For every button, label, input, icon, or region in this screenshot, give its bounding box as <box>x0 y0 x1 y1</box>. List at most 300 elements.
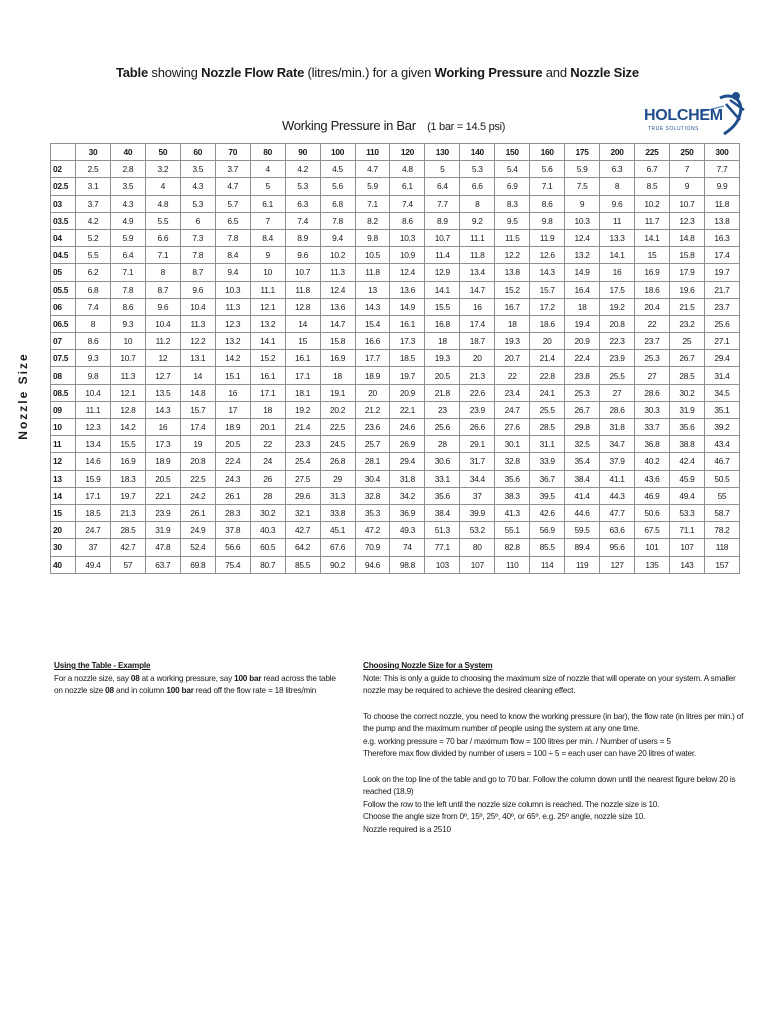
flow-rate-cell: 16 <box>215 384 250 401</box>
flow-rate-cell: 16.1 <box>285 350 320 367</box>
example-text: 08 <box>105 686 114 695</box>
flow-rate-cell: 29.4 <box>704 350 739 367</box>
flow-rate-cell: 4 <box>145 178 180 195</box>
flow-rate-cell: 28.6 <box>600 401 635 418</box>
flow-rate-cell: 30.3 <box>635 401 670 418</box>
example-text: read off the flow rate = 18 litres/min <box>193 686 317 695</box>
flow-rate-cell: 9.5 <box>495 212 530 229</box>
flow-rate-cell: 5.9 <box>565 161 600 178</box>
flow-rate-cell: 24.3 <box>215 470 250 487</box>
system-note-line: Therefore max flow divided by number of users = 100 ÷ 5 = each user can have 20 litres of water. <box>363 749 696 758</box>
flow-rate-cell: 16.1 <box>390 315 425 332</box>
flow-rate-cell: 7.4 <box>390 195 425 212</box>
system-heading: Choosing Nozzle Size for a System <box>363 661 493 670</box>
flow-rate-cell: 27.1 <box>704 333 739 350</box>
flow-rate-cell: 18.9 <box>215 419 250 436</box>
flow-rate-cell: 11.7 <box>635 212 670 229</box>
flow-rate-cell: 14.2 <box>215 350 250 367</box>
flow-rate-cell: 28.6 <box>635 384 670 401</box>
title-text: Working Pressure <box>434 65 543 80</box>
flow-rate-cell: 5.3 <box>180 195 215 212</box>
flow-rate-cell: 25.6 <box>425 419 460 436</box>
title-text: Table <box>116 65 148 80</box>
flow-rate-cell: 15 <box>285 333 320 350</box>
flow-rate-cell: 14.7 <box>320 315 355 332</box>
logo-tagline: TRUE SOLUTIONS <box>648 126 699 132</box>
flow-rate-cell: 13.4 <box>460 264 495 281</box>
flow-rate-cell: 36.8 <box>635 436 670 453</box>
example-text: on nozzle size <box>54 686 106 695</box>
system-note-line: nozzle may be required to achieve the desired cleaning effect. <box>363 686 576 695</box>
flow-rate-cell: 5.9 <box>355 178 390 195</box>
table-row <box>51 264 740 281</box>
system-note-line: the pump and the maximum number of people using the system at any one time. <box>363 724 640 733</box>
flow-rate-cell: 26.9 <box>390 436 425 453</box>
flow-rate-cell: 50.5 <box>704 470 739 487</box>
flow-rate-cell: 12.7 <box>145 367 180 384</box>
pressure-column-header: 40 <box>110 144 145 161</box>
flow-rate-cell: 7.1 <box>145 247 180 264</box>
flow-rate-cell: 6.1 <box>390 178 425 195</box>
flow-rate-cell: 7.8 <box>320 212 355 229</box>
flow-rate-cell: 13.6 <box>390 281 425 298</box>
pressure-column-header: 150 <box>495 144 530 161</box>
flow-rate-cell: 14.9 <box>390 298 425 315</box>
example-text: at a working pressure, say <box>139 673 235 683</box>
flow-rate-cell: 45.1 <box>320 522 355 539</box>
flow-rate-cell: 17.4 <box>704 247 739 264</box>
table-row <box>51 195 740 212</box>
flow-rate-cell: 82.8 <box>495 539 530 556</box>
flow-rate-cell: 10.2 <box>320 247 355 264</box>
flow-rate-cell: 52.4 <box>180 539 215 556</box>
flow-rate-cell: 64.2 <box>285 539 320 556</box>
flow-rate-cell: 4 <box>250 161 285 178</box>
flow-rate-cell: 60.5 <box>250 539 285 556</box>
example-line <box>54 685 336 698</box>
flow-rate-cell: 20.8 <box>600 315 635 332</box>
table-row <box>51 229 740 246</box>
flow-rate-cell: 25.6 <box>704 315 739 332</box>
flow-rate-cell: 107 <box>669 539 704 556</box>
flow-rate-cell: 59.5 <box>565 522 600 539</box>
logo-wordmark: HOLCHEM <box>644 107 723 124</box>
flow-rate-cell: 7.8 <box>110 281 145 298</box>
flow-rate-cell: 63.7 <box>145 556 180 573</box>
flow-rate-cell: 35.6 <box>495 470 530 487</box>
flow-rate-cell: 16.9 <box>635 264 670 281</box>
nozzle-size-cell: 20 <box>51 522 76 539</box>
flow-rate-cell: 12.8 <box>110 401 145 418</box>
flow-rate-cell: 31.8 <box>600 419 635 436</box>
flow-rate-cell: 20.9 <box>390 384 425 401</box>
flow-rate-cell: 6 <box>180 212 215 229</box>
table-row <box>51 298 740 315</box>
flow-rate-cell: 28.3 <box>215 504 250 521</box>
flow-rate-cell: 4.7 <box>215 178 250 195</box>
flow-rate-cell: 20.9 <box>565 333 600 350</box>
flow-rate-cell: 9.6 <box>285 247 320 264</box>
flow-rate-cell: 37.9 <box>600 453 635 470</box>
flow-rate-cell: 11.3 <box>320 264 355 281</box>
flow-rate-cell: 17.9 <box>669 264 704 281</box>
flow-rate-cell: 143 <box>669 556 704 573</box>
flow-rate-cell: 10.3 <box>565 212 600 229</box>
page-title <box>116 65 676 80</box>
flow-rate-cell: 6.6 <box>145 229 180 246</box>
flow-rate-cell: 19.1 <box>320 384 355 401</box>
flow-rate-cell: 135 <box>635 556 670 573</box>
flow-rate-cell: 17.2 <box>530 298 565 315</box>
flow-rate-cell: 12 <box>145 350 180 367</box>
flow-rate-cell: 15.2 <box>250 350 285 367</box>
flow-rate-cell: 8.7 <box>145 281 180 298</box>
flow-rate-cell: 9.9 <box>704 178 739 195</box>
nozzle-size-cell: 06.5 <box>51 315 76 332</box>
flow-rate-cell: 13.2 <box>565 247 600 264</box>
pressure-header <box>282 118 505 133</box>
pressure-column-header: 225 <box>635 144 670 161</box>
title-text: showing <box>148 65 202 80</box>
flow-rate-cell: 49.3 <box>390 522 425 539</box>
flow-rate-cell: 25 <box>669 333 704 350</box>
flow-rate-cell: 63.6 <box>600 522 635 539</box>
table-row <box>51 247 740 264</box>
flow-rate-cell: 6.6 <box>460 178 495 195</box>
flow-rate-cell: 8.7 <box>180 264 215 281</box>
flow-rate-cell: 94.6 <box>355 556 390 573</box>
flow-rate-cell: 39.9 <box>460 504 495 521</box>
example-notes <box>54 660 336 698</box>
flow-rate-cell: 11.8 <box>355 264 390 281</box>
table-row <box>51 522 740 539</box>
flow-rate-cell: 21.2 <box>355 401 390 418</box>
flow-rate-cell: 5 <box>250 178 285 195</box>
flow-rate-cell: 13.3 <box>600 229 635 246</box>
flow-rate-cell: 5.2 <box>76 229 111 246</box>
flow-rate-cell: 22.1 <box>145 487 180 504</box>
system-note-line: Choose the angle size from 0º, 15º, 25º, 40º, or 65º. e.g. 25º angle, nozzle size 10. <box>363 812 646 821</box>
flow-rate-cell: 12.1 <box>110 384 145 401</box>
flow-rate-cell: 4.2 <box>285 161 320 178</box>
flow-rate-cell: 11.5 <box>495 229 530 246</box>
flow-rate-cell: 8.9 <box>285 229 320 246</box>
flow-rate-cell: 10.5 <box>355 247 390 264</box>
flow-rate-cell: 25.3 <box>635 350 670 367</box>
flow-rate-cell: 30.2 <box>250 504 285 521</box>
flow-rate-cell: 16.3 <box>704 229 739 246</box>
flow-rate-cell: 18.7 <box>460 333 495 350</box>
flow-rate-cell: 14.1 <box>600 247 635 264</box>
pressure-column-header: 100 <box>320 144 355 161</box>
flow-rate-cell: 13.6 <box>320 298 355 315</box>
flow-rate-cell: 31.8 <box>390 470 425 487</box>
flow-rate-cell: 107 <box>460 556 495 573</box>
flow-rate-cell: 19.7 <box>110 487 145 504</box>
flow-rate-cell: 9.4 <box>320 229 355 246</box>
flow-rate-cell: 11.2 <box>145 333 180 350</box>
flow-rate-cell: 4.2 <box>76 212 111 229</box>
flow-rate-cell: 21.7 <box>704 281 739 298</box>
flow-rate-cell: 22.1 <box>390 401 425 418</box>
flow-rate-cell: 22.5 <box>180 470 215 487</box>
flow-rate-cell: 29.4 <box>390 453 425 470</box>
flow-rate-cell: 6.3 <box>600 161 635 178</box>
flow-rate-cell: 6.5 <box>215 212 250 229</box>
system-note-line: reached (18.9) <box>363 787 414 796</box>
flow-rate-cell: 28.5 <box>530 419 565 436</box>
flow-rate-cell: 49.4 <box>76 556 111 573</box>
flow-rate-cell: 21.4 <box>530 350 565 367</box>
flow-rate-cell: 18.5 <box>390 350 425 367</box>
flow-rate-cell: 33.9 <box>530 453 565 470</box>
flow-rate-cell: 11.9 <box>530 229 565 246</box>
flow-rate-cell: 11.1 <box>460 229 495 246</box>
pressure-conversion: (1 bar = 14.5 psi) <box>427 121 506 133</box>
table-row <box>51 487 740 504</box>
flow-rate-cell: 27 <box>635 367 670 384</box>
flow-rate-cell: 7.4 <box>76 298 111 315</box>
flow-rate-cell: 15.7 <box>180 401 215 418</box>
flow-rate-cell: 51.3 <box>425 522 460 539</box>
flow-rate-cell: 28.5 <box>669 367 704 384</box>
example-line <box>54 673 336 686</box>
flow-rate-cell: 44.3 <box>600 487 635 504</box>
flow-rate-cell: 13.1 <box>180 350 215 367</box>
flow-rate-cell: 22.8 <box>530 367 565 384</box>
flow-rate-cell: 14.9 <box>565 264 600 281</box>
flow-rate-cell: 8.4 <box>250 229 285 246</box>
flow-rate-cell: 21.5 <box>669 298 704 315</box>
flow-rate-cell: 85.5 <box>285 556 320 573</box>
flow-rate-cell: 16.8 <box>425 315 460 332</box>
flow-rate-cell: 14.8 <box>669 229 704 246</box>
flow-rate-cell: 42.7 <box>285 522 320 539</box>
flow-rate-cell: 19.7 <box>390 367 425 384</box>
flow-rate-cell: 15.5 <box>110 436 145 453</box>
flow-rate-cell: 12.4 <box>565 229 600 246</box>
pressure-column-header: 90 <box>285 144 320 161</box>
flow-rate-cell: 35.6 <box>669 419 704 436</box>
flow-rate-cell: 10.4 <box>76 384 111 401</box>
flow-rate-cell: 8 <box>600 178 635 195</box>
flow-rate-cell: 80 <box>460 539 495 556</box>
flow-rate-cell: 20 <box>530 333 565 350</box>
flow-rate-cell: 31.3 <box>320 487 355 504</box>
table-row <box>51 178 740 195</box>
flow-rate-cell: 18 <box>320 367 355 384</box>
flow-rate-cell: 31.7 <box>460 453 495 470</box>
flow-rate-cell: 7.4 <box>285 212 320 229</box>
flow-rate-cell: 10.7 <box>285 264 320 281</box>
flow-rate-cell: 35.1 <box>704 401 739 418</box>
flow-rate-cell: 32.5 <box>565 436 600 453</box>
flow-rate-cell: 47.2 <box>355 522 390 539</box>
flow-rate-cell: 17.4 <box>180 419 215 436</box>
flow-rate-cell: 12.4 <box>320 281 355 298</box>
flow-rate-cell: 10 <box>110 333 145 350</box>
flow-rate-cell: 23.8 <box>565 367 600 384</box>
flow-rate-cell: 24 <box>250 453 285 470</box>
flow-rate-cell: 38.3 <box>495 487 530 504</box>
flow-rate-cell: 20.5 <box>425 367 460 384</box>
flow-rate-cell: 110 <box>495 556 530 573</box>
flow-rate-cell: 22.6 <box>460 384 495 401</box>
flow-rate-cell: 8.9 <box>425 212 460 229</box>
flow-rate-cell: 47.7 <box>600 504 635 521</box>
flow-rate-cell: 10.7 <box>669 195 704 212</box>
flow-rate-cell: 17.3 <box>390 333 425 350</box>
flow-rate-cell: 9.6 <box>145 298 180 315</box>
flow-rate-cell: 18 <box>495 315 530 332</box>
table-row <box>51 539 740 556</box>
flow-rate-cell: 13.4 <box>76 436 111 453</box>
flow-rate-cell: 6.3 <box>285 195 320 212</box>
flow-rate-cell: 37.8 <box>215 522 250 539</box>
table-row <box>51 401 740 418</box>
flow-rate-cell: 38.8 <box>669 436 704 453</box>
system-note-line: Note: This is only a guide to choosing the maximum size of nozzle that will operate on your system. A smaller <box>363 673 736 683</box>
flow-rate-cell: 19.3 <box>425 350 460 367</box>
flow-rate-cell: 11.3 <box>110 367 145 384</box>
flow-rate-cell: 3.5 <box>110 178 145 195</box>
flow-rate-cell: 16 <box>600 264 635 281</box>
flow-rate-cell: 15 <box>635 247 670 264</box>
flow-rate-cell: 29.8 <box>565 419 600 436</box>
flow-rate-cell: 118 <box>704 539 739 556</box>
flow-rate-cell: 7.5 <box>565 178 600 195</box>
flow-rate-cell: 23.9 <box>145 504 180 521</box>
table-row <box>51 367 740 384</box>
flow-rate-cell: 12.3 <box>76 419 111 436</box>
flow-rate-cell: 74 <box>390 539 425 556</box>
flow-rate-cell: 26.6 <box>460 419 495 436</box>
flow-rate-cell: 2.5 <box>76 161 111 178</box>
flow-rate-cell: 3.7 <box>76 195 111 212</box>
flow-rate-cell: 21.3 <box>460 367 495 384</box>
flow-rate-cell: 12.3 <box>215 315 250 332</box>
flow-rate-cell: 12.2 <box>495 247 530 264</box>
flow-rate-cell: 17.3 <box>145 436 180 453</box>
flow-rate-cell: 13.2 <box>215 333 250 350</box>
flow-rate-cell: 29 <box>320 470 355 487</box>
flow-rate-cell: 90.2 <box>320 556 355 573</box>
pressure-header-row <box>51 144 740 161</box>
flow-rate-cell: 67.6 <box>320 539 355 556</box>
flow-rate-table <box>50 143 740 574</box>
flow-rate-cell: 22 <box>250 436 285 453</box>
flow-rate-cell: 27.6 <box>495 419 530 436</box>
flow-rate-cell: 26 <box>250 470 285 487</box>
flow-rate-cell: 31.1 <box>530 436 565 453</box>
nozzle-size-cell: 04 <box>51 229 76 246</box>
flow-rate-cell: 18 <box>250 401 285 418</box>
nozzle-size-cell: 08.5 <box>51 384 76 401</box>
flow-rate-cell: 46.7 <box>704 453 739 470</box>
flow-rate-cell: 37 <box>76 539 111 556</box>
flow-rate-cell: 41.4 <box>565 487 600 504</box>
flow-rate-cell: 11.1 <box>250 281 285 298</box>
flow-rate-cell: 24.7 <box>76 522 111 539</box>
flow-rate-cell: 12.3 <box>669 212 704 229</box>
flow-rate-cell: 11.8 <box>460 247 495 264</box>
flow-rate-cell: 11.1 <box>76 401 111 418</box>
flow-rate-cell: 4.8 <box>390 161 425 178</box>
flow-rate-cell: 23.7 <box>635 333 670 350</box>
table-row <box>51 453 740 470</box>
flow-rate-cell: 3.1 <box>76 178 111 195</box>
nozzle-size-cell: 40 <box>51 556 76 573</box>
pressure-title: Working Pressure in Bar <box>282 118 416 133</box>
flow-rate-cell: 27.5 <box>285 470 320 487</box>
flow-rate-cell: 22.4 <box>565 350 600 367</box>
system-note-line: To choose the correct nozzle, you need to know the working pressure (in bar), the flow rate (in litres per min.) of <box>363 711 744 721</box>
flow-rate-cell: 71.1 <box>669 522 704 539</box>
flow-rate-cell: 5.9 <box>110 229 145 246</box>
flow-rate-cell: 56.6 <box>215 539 250 556</box>
flow-rate-cell: 13.5 <box>145 384 180 401</box>
table-row <box>51 384 740 401</box>
flow-rate-cell: 26.1 <box>180 504 215 521</box>
flow-rate-cell: 14 <box>285 315 320 332</box>
flow-rate-cell: 14.2 <box>110 419 145 436</box>
flow-rate-cell: 5 <box>425 161 460 178</box>
flow-rate-cell: 19.3 <box>495 333 530 350</box>
flow-rate-cell: 53.3 <box>669 504 704 521</box>
nozzle-size-cell: 07 <box>51 333 76 350</box>
flow-rate-cell: 78.2 <box>704 522 739 539</box>
table-row <box>51 419 740 436</box>
nozzle-size-cell: 04.5 <box>51 247 76 264</box>
flow-rate-cell: 34.7 <box>600 436 635 453</box>
flow-rate-cell: 28 <box>250 487 285 504</box>
flow-rate-cell: 32.1 <box>285 504 320 521</box>
flow-rate-cell: 9.8 <box>76 367 111 384</box>
flow-rate-cell: 13.8 <box>704 212 739 229</box>
flow-rate-cell: 20.2 <box>320 401 355 418</box>
flow-rate-cell: 12.4 <box>390 264 425 281</box>
flow-rate-cell: 15.1 <box>215 367 250 384</box>
flow-rate-cell: 15.4 <box>355 315 390 332</box>
flow-rate-cell: 36.9 <box>390 504 425 521</box>
flow-rate-cell: 26.8 <box>320 453 355 470</box>
flow-rate-cell: 5.3 <box>285 178 320 195</box>
flow-rate-cell: 13 <box>355 281 390 298</box>
flow-rate-cell: 10.3 <box>390 229 425 246</box>
flow-rate-cell: 9.8 <box>530 212 565 229</box>
flow-rate-cell: 19 <box>180 436 215 453</box>
flow-rate-cell: 9.6 <box>600 195 635 212</box>
flow-rate-cell: 5.6 <box>530 161 565 178</box>
flow-rate-cell: 46.9 <box>635 487 670 504</box>
flow-rate-cell: 7.8 <box>215 229 250 246</box>
flow-rate-cell: 32.8 <box>495 453 530 470</box>
flow-rate-cell: 18.3 <box>110 470 145 487</box>
flow-rate-cell: 19.6 <box>669 281 704 298</box>
flow-rate-cell: 20.7 <box>495 350 530 367</box>
flow-rate-cell: 14.1 <box>635 229 670 246</box>
pressure-column-header: 300 <box>704 144 739 161</box>
flow-rate-cell: 14.3 <box>145 401 180 418</box>
flow-rate-cell: 33.8 <box>320 504 355 521</box>
flow-rate-cell: 6.4 <box>110 247 145 264</box>
flow-rate-cell: 17.1 <box>285 367 320 384</box>
flow-rate-cell: 23.7 <box>704 298 739 315</box>
holchem-logo <box>640 90 750 140</box>
flow-rate-cell: 6.7 <box>635 161 670 178</box>
flow-rate-cell: 14.7 <box>460 281 495 298</box>
system-notes <box>363 660 743 836</box>
